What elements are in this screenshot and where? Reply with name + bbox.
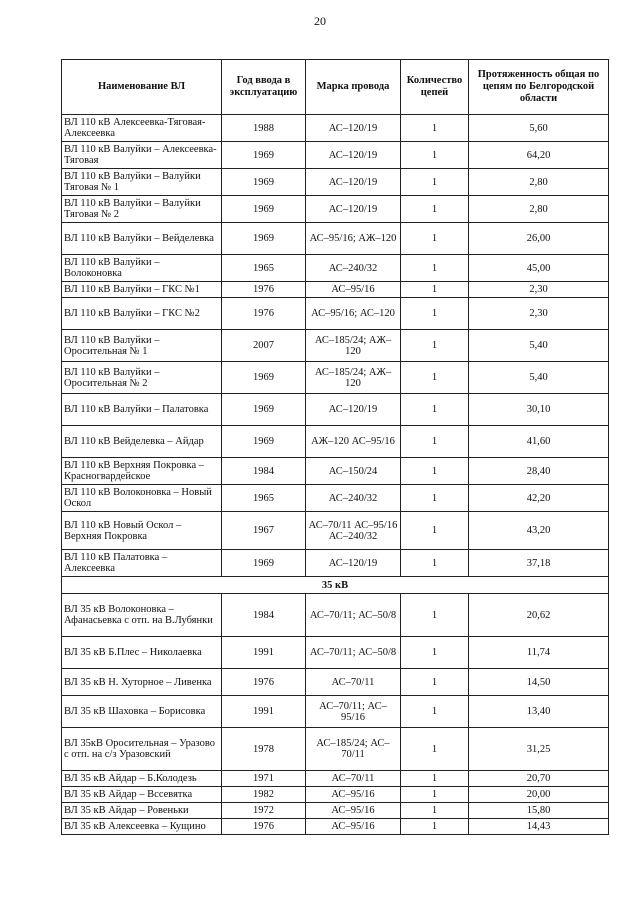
length-cell: 11,74	[469, 637, 609, 669]
length-cell: 5,60	[469, 115, 609, 142]
line-name-cell: ВЛ 110 кВ Валуйки – Волоконовка	[62, 255, 222, 282]
line-name-cell: ВЛ 35 кВ Шаховка – Борисовка	[62, 696, 222, 728]
year-cell: 1969	[222, 223, 306, 255]
line-name-cell: ВЛ 110 кВ Алексеевка-Тяговая-Алексеевка	[62, 115, 222, 142]
wire-grade-cell: АС–185/24; АЖ–120	[306, 362, 401, 394]
line-name-cell: ВЛ 110 кВ Валуйки – ГКС №2	[62, 298, 222, 330]
circuits-cell: 1	[401, 669, 469, 696]
year-cell: 1969	[222, 169, 306, 196]
circuits-cell: 1	[401, 196, 469, 223]
table-row	[62, 550, 609, 577]
table-row	[62, 787, 609, 803]
circuits-cell: 1	[401, 512, 469, 550]
length-cell: 2,80	[469, 196, 609, 223]
table-row	[62, 362, 609, 394]
year-cell: 1971	[222, 771, 306, 787]
circuits-cell: 1	[401, 362, 469, 394]
length-cell: 42,20	[469, 485, 609, 512]
circuits-cell: 1	[401, 330, 469, 362]
line-name-cell: ВЛ 110 кВ Валуйки – Палатовка	[62, 394, 222, 426]
table-row	[62, 771, 609, 787]
length-cell: 5,40	[469, 362, 609, 394]
year-cell: 1982	[222, 787, 306, 803]
wire-grade-cell: АС–120/19	[306, 115, 401, 142]
section-title: 35 кВ	[62, 577, 609, 594]
year-cell: 1988	[222, 115, 306, 142]
table-row	[62, 426, 609, 458]
circuits-cell: 1	[401, 550, 469, 577]
table-row	[62, 330, 609, 362]
circuits-cell: 1	[401, 223, 469, 255]
year-cell: 1969	[222, 142, 306, 169]
line-name-cell: ВЛ 110 кВ Валуйки – Валуйки Тяговая № 2	[62, 196, 222, 223]
line-name-cell: ВЛ 110 кВ Валуйки – Валуйки Тяговая № 1	[62, 169, 222, 196]
line-name-cell: ВЛ 110 кВ Валуйки – Оросительная № 1	[62, 330, 222, 362]
year-cell: 1972	[222, 803, 306, 819]
section-row-35kv	[62, 577, 609, 594]
length-cell: 14,43	[469, 819, 609, 835]
table-row	[62, 512, 609, 550]
header-length: Протяженность общая по цепям по Белгородской области	[469, 60, 609, 115]
wire-grade-cell: АС–70/11; АС–95/16	[306, 696, 401, 728]
table-row	[62, 223, 609, 255]
length-cell: 20,70	[469, 771, 609, 787]
circuits-cell: 1	[401, 771, 469, 787]
table-row	[62, 819, 609, 835]
length-cell: 13,40	[469, 696, 609, 728]
length-cell: 2,30	[469, 282, 609, 298]
wire-grade-cell: АС–120/19	[306, 394, 401, 426]
table-row	[62, 169, 609, 196]
wire-grade-cell: АС–95/16	[306, 803, 401, 819]
year-cell: 1976	[222, 819, 306, 835]
circuits-cell: 1	[401, 458, 469, 485]
circuits-cell: 1	[401, 637, 469, 669]
wire-grade-cell: АС–70/11; АС–50/8	[306, 594, 401, 637]
year-cell: 1969	[222, 362, 306, 394]
table-row	[62, 298, 609, 330]
length-cell: 41,60	[469, 426, 609, 458]
line-name-cell: ВЛ 35 кВ Айдар – Б.Колодезь	[62, 771, 222, 787]
table-row	[62, 458, 609, 485]
year-cell: 1965	[222, 255, 306, 282]
length-cell: 37,18	[469, 550, 609, 577]
header-wire: Марка провода	[306, 60, 401, 115]
wire-grade-cell: АС–185/24; АС–70/11	[306, 728, 401, 771]
length-cell: 20,00	[469, 787, 609, 803]
circuits-cell: 1	[401, 169, 469, 196]
circuits-cell: 1	[401, 594, 469, 637]
wire-grade-cell: АС–240/32	[306, 255, 401, 282]
line-name-cell: ВЛ 35 кВ Н. Хуторное – Ливенка	[62, 669, 222, 696]
line-name-cell: ВЛ 110 кВ Вейделевка – Айдар	[62, 426, 222, 458]
wire-grade-cell: АС–120/19	[306, 169, 401, 196]
wire-grade-cell: АС–95/16	[306, 819, 401, 835]
line-name-cell: ВЛ 35кВ Оросительная – Уразово с отп. на с/з Уразовский	[62, 728, 222, 771]
header-name: Наименование ВЛ	[62, 60, 222, 115]
wire-grade-cell: АС–240/32	[306, 485, 401, 512]
length-cell: 31,25	[469, 728, 609, 771]
circuits-cell: 1	[401, 282, 469, 298]
line-name-cell: ВЛ 110 кВ Валуйки – ГКС №1	[62, 282, 222, 298]
line-name-cell: ВЛ 35 кВ Б.Плес – Николаевка	[62, 637, 222, 669]
power-lines-table	[61, 59, 609, 835]
wire-grade-cell: АС–95/16; АС–120	[306, 298, 401, 330]
length-cell: 20,62	[469, 594, 609, 637]
table-row	[62, 803, 609, 819]
table-row	[62, 196, 609, 223]
circuits-cell: 1	[401, 298, 469, 330]
table-row	[62, 728, 609, 771]
year-cell: 1976	[222, 298, 306, 330]
length-cell: 26,00	[469, 223, 609, 255]
table-row	[62, 485, 609, 512]
length-cell: 2,30	[469, 298, 609, 330]
length-cell: 43,20	[469, 512, 609, 550]
table-row	[62, 696, 609, 728]
wire-grade-cell: АС–120/19	[306, 196, 401, 223]
wire-grade-cell: АС–70/11	[306, 771, 401, 787]
line-name-cell: ВЛ 110 кВ Валуйки – Оросительная № 2	[62, 362, 222, 394]
length-cell: 15,80	[469, 803, 609, 819]
line-name-cell: ВЛ 35 кВ Алексеевка – Кущино	[62, 819, 222, 835]
line-name-cell: ВЛ 110 кВ Палатовка – Алексеевка	[62, 550, 222, 577]
year-cell: 1969	[222, 550, 306, 577]
line-name-cell: ВЛ 110 кВ Волоконовка – Новый Оскол	[62, 485, 222, 512]
circuits-cell: 1	[401, 394, 469, 426]
wire-grade-cell: АС–70/11	[306, 669, 401, 696]
table-row	[62, 669, 609, 696]
line-name-cell: ВЛ 35 кВ Волоконовка – Афанасьевка с отп. на В.Лубянки	[62, 594, 222, 637]
circuits-cell: 1	[401, 819, 469, 835]
year-cell: 1978	[222, 728, 306, 771]
length-cell: 28,40	[469, 458, 609, 485]
wire-grade-cell: АС–95/16	[306, 787, 401, 803]
year-cell: 1967	[222, 512, 306, 550]
wire-grade-cell: АС–150/24	[306, 458, 401, 485]
wire-grade-cell: АС–120/19	[306, 550, 401, 577]
table-row	[62, 282, 609, 298]
table-row	[62, 142, 609, 169]
line-name-cell: ВЛ 35 кВ Айдар – Вссевятка	[62, 787, 222, 803]
length-cell: 30,10	[469, 394, 609, 426]
year-cell: 2007	[222, 330, 306, 362]
header-circuits: Количество цепей	[401, 60, 469, 115]
table-row	[62, 255, 609, 282]
year-cell: 1969	[222, 196, 306, 223]
line-name-cell: ВЛ 110 кВ Верхняя Покровка – Красногвардейское	[62, 458, 222, 485]
table-row	[62, 637, 609, 669]
line-name-cell: ВЛ 35 кВ Айдар – Ровеньки	[62, 803, 222, 819]
year-cell: 1965	[222, 485, 306, 512]
wire-grade-cell: АС–185/24; АЖ–120	[306, 330, 401, 362]
line-name-cell: ВЛ 110 кВ Валуйки – Алексеевка-Тяговая	[62, 142, 222, 169]
wire-grade-cell: АС–95/16; АЖ–120	[306, 223, 401, 255]
table-row	[62, 594, 609, 637]
circuits-cell: 1	[401, 787, 469, 803]
line-name-cell: ВЛ 110 кВ Валуйки – Вейделевка	[62, 223, 222, 255]
circuits-cell: 1	[401, 142, 469, 169]
length-cell: 2,80	[469, 169, 609, 196]
page-number: 20	[314, 14, 326, 28]
year-cell: 1984	[222, 594, 306, 637]
circuits-cell: 1	[401, 115, 469, 142]
length-cell: 5,40	[469, 330, 609, 362]
wire-grade-cell: АС–120/19	[306, 142, 401, 169]
length-cell: 14,50	[469, 669, 609, 696]
circuits-cell: 1	[401, 696, 469, 728]
wire-grade-cell: АС–70/11; АС–50/8	[306, 637, 401, 669]
circuits-cell: 1	[401, 426, 469, 458]
circuits-cell: 1	[401, 485, 469, 512]
length-cell: 64,20	[469, 142, 609, 169]
line-name-cell: ВЛ 110 кВ Новый Оскол – Верхняя Покровка	[62, 512, 222, 550]
circuits-cell: 1	[401, 803, 469, 819]
header-year: Год ввода в эксплуатацию	[222, 60, 306, 115]
circuits-cell: 1	[401, 255, 469, 282]
year-cell: 1991	[222, 637, 306, 669]
wire-grade-cell: АС–70/11 АС–95/16 АС–240/32	[306, 512, 401, 550]
length-cell: 45,00	[469, 255, 609, 282]
table-row	[62, 115, 609, 142]
table-header-row	[62, 60, 609, 115]
wire-grade-cell: АЖ–120 АС–95/16	[306, 426, 401, 458]
year-cell: 1969	[222, 394, 306, 426]
year-cell: 1984	[222, 458, 306, 485]
wire-grade-cell: АС–95/16	[306, 282, 401, 298]
year-cell: 1976	[222, 282, 306, 298]
year-cell: 1976	[222, 669, 306, 696]
year-cell: 1991	[222, 696, 306, 728]
circuits-cell: 1	[401, 728, 469, 771]
year-cell: 1969	[222, 426, 306, 458]
table-row	[62, 394, 609, 426]
